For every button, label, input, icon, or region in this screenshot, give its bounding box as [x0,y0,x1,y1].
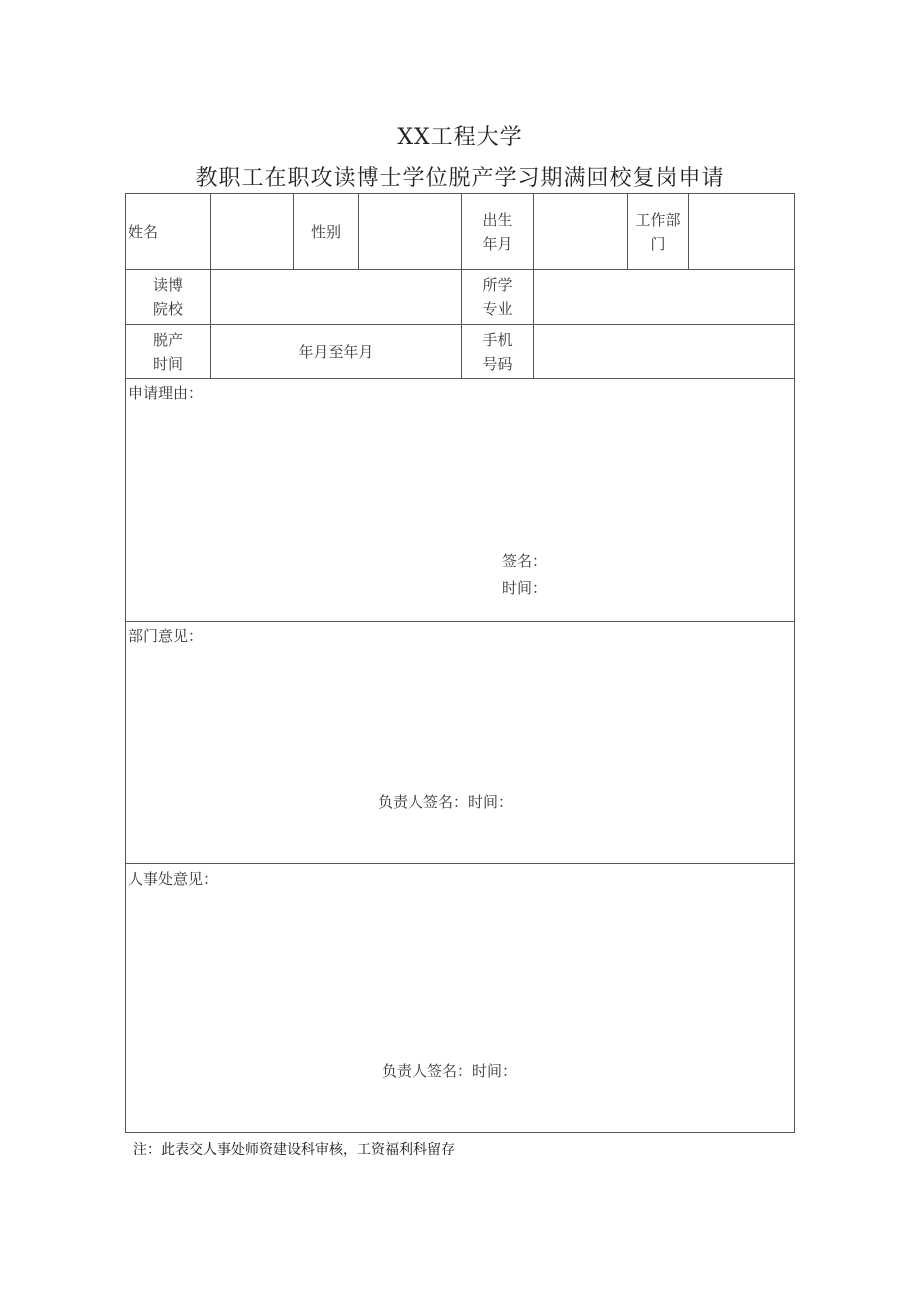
school-label [126,270,210,324]
dept-label-line1: 工作部 [635,210,681,229]
phone-label-line2: 号码 [482,354,513,373]
school-label-line1: 读博 [152,276,183,294]
reason-time-label: 时间： [502,579,548,597]
university-title: XX工程大学 [397,125,523,150]
major-label-line2: 专业 [482,300,513,318]
birth-field[interactable] [534,194,627,269]
dept-field[interactable] [689,194,794,269]
phone-field[interactable] [534,325,794,378]
footnote: 注：此表交人事处师资建设科审核，工资福利科留存 [133,1142,455,1158]
gender-label: 性别 [310,222,341,241]
leave-label [126,325,210,378]
major-label-line1: 所学 [482,276,513,294]
name-field[interactable] [211,194,293,269]
row-divider [126,621,794,622]
birth-label-line1: 出生 [482,210,513,229]
hr-sign-time-label: 负责人签名：时间： [382,1062,518,1080]
reason-sign-label: 签名： [502,552,548,570]
form-title: 教职工在职攻读博士学位脱产学习期满回校复岗申请 [195,166,725,191]
reason-label: 申请理由： [128,384,204,402]
application-form [125,193,795,1133]
major-field[interactable] [534,270,794,324]
row-divider [126,378,794,379]
leave-label-line1: 脱产 [152,330,183,349]
birth-label [462,194,533,269]
gender-field[interactable] [359,194,461,269]
dept-opinion-label: 部门意见： [128,627,204,645]
phone-label [462,325,533,378]
dept-label [628,194,688,269]
phone-label-line1: 手机 [482,330,513,349]
leave-period-field[interactable]: 年月至年月 [298,342,374,361]
birth-label-line2: 年月 [482,234,513,253]
school-label-line2: 院校 [152,300,183,318]
leave-label-line2: 时间 [152,354,183,373]
hr-opinion-label: 人事处意见： [128,870,219,888]
row-divider [126,863,794,864]
dept-sign-time-label: 负责人签名：时间： [378,793,514,811]
school-field[interactable] [211,270,461,324]
major-label [462,270,533,324]
name-label: 姓名 [128,222,159,241]
dept-label-line2: 门 [650,234,666,253]
